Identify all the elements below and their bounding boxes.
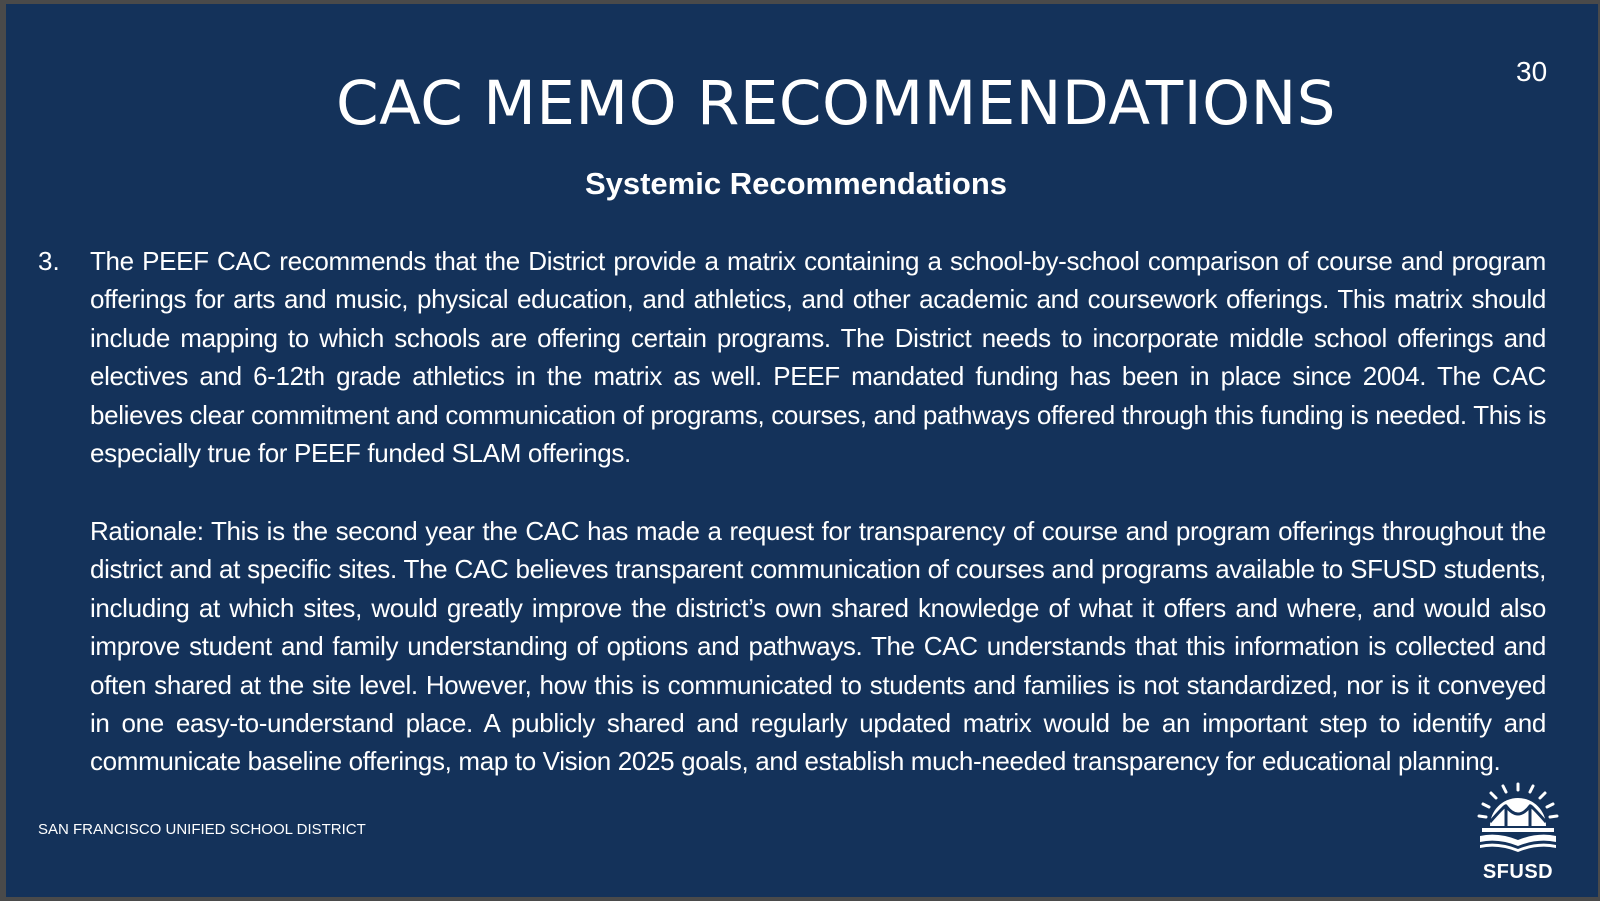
logo-text: SFUSD	[1482, 861, 1554, 883]
rationale-paragraph: Rationale: This is the second year the CAC has made a request for transparency of course and program offerings throughout the district and at specific sites. The CAC believes transparent communication of courses and programs available to SFUSD students, including at which sites, would greatly improve the district’s own shared knowledge of what it offers and where, and would also improve student and family understanding of options and pathways. The CAC understands that this information is collected and often shared at the site level. However, how this is communicated to students and families is not standardized, nor is it conveyed in one easy-to-understand place. A publicly shared and regularly updated matrix would be an important step to identify and communicate baseline offerings, map to Vision 2025 goals, and establish much-needed transparency for educational planning.	[90, 516, 1546, 777]
page-number: 30	[1516, 56, 1548, 87]
sfusd-logo-icon	[1476, 782, 1560, 868]
slide	[6, 4, 1598, 897]
slide-title: CAC MEMO RECOMMENDATIONS	[336, 68, 1336, 139]
district-name: SAN FRANCISCO UNIFIED SCHOOL DISTRICT	[38, 821, 366, 838]
recommendation-paragraph: The PEEF CAC recommends that the District provide a matrix containing a school-by-school comparison of course and program offerings for arts and music, physical education, and athletics, and other academic and coursework offerings. This matrix should include mapping to which schools are offering certain programs. The District needs to incorporate middle school offerings and electives and 6-12th grade athletics in the matrix as well. PEEF mandated funding has been in place since 2004. The CAC believes clear commitment and communication of programs, courses, and pathways offered through this funding is needed. This is especially true for PEEF funded SLAM offerings.	[90, 246, 1546, 469]
slide-subtitle: Systemic Recommendations	[584, 166, 1008, 201]
item-number: 3.	[38, 246, 60, 276]
